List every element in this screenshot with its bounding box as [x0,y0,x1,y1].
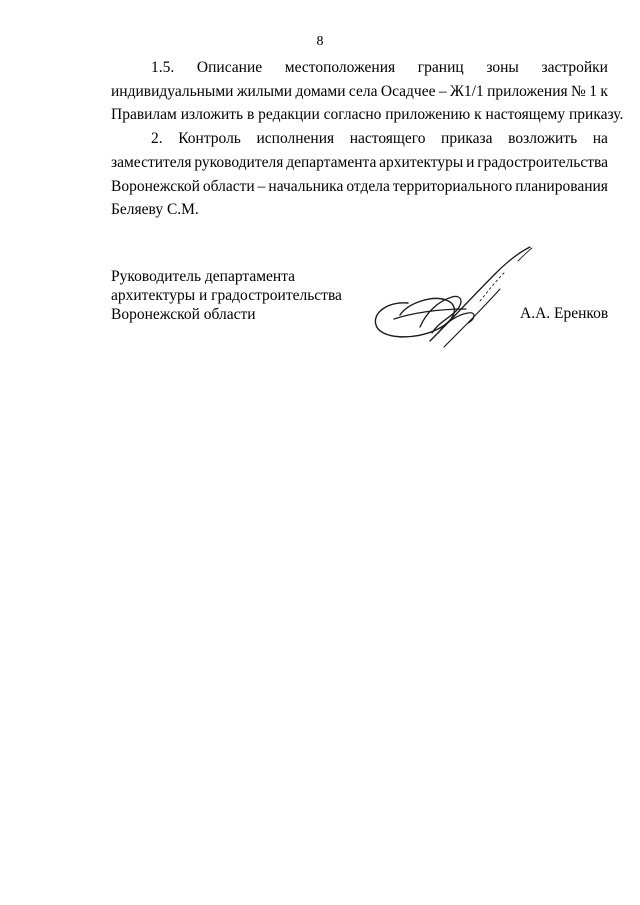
word: 1.5. [151,59,175,76]
word: № [571,83,586,100]
paragraph-2-line-1 [151,130,608,148]
page-number: 8 [316,34,324,49]
word: приложения [487,83,568,100]
paragraph-1-line-2 [111,83,608,101]
word: 2. [151,130,163,147]
word: домами [295,83,346,100]
word: местоположения [284,59,396,76]
word: заместителя [111,154,192,171]
word: исполнения [256,130,335,147]
word: Контроль [178,130,241,147]
word: Воронежской [111,178,200,195]
word: Ж1/1 [450,83,484,100]
word: Осадчее [380,83,436,100]
paragraph-2-line-3 [111,178,608,196]
word: департамента [286,154,377,171]
word: индивидуальными [111,83,234,100]
word: – [438,83,447,100]
signer-position-line: Воронежской области [111,306,256,323]
word: границ [417,59,464,76]
signer-name: А.А. Еренков [520,305,609,322]
signer-position [111,267,342,324]
word: к [600,83,608,100]
signer-position-line: Руководитель департамента [111,268,296,285]
word: зоны [486,59,519,76]
word: планирования [515,178,608,195]
word: архитектуры [379,154,464,171]
paragraph-2-line-2 [111,154,608,172]
word: начальника [268,178,344,195]
word: Описание [196,59,263,76]
word: 1 [589,83,597,100]
word: села [348,83,378,100]
word: отдела [346,178,390,195]
word: – [257,178,266,195]
word: настоящего [349,130,426,147]
word: жилыми [236,83,293,100]
handwritten-signature [368,243,538,353]
word: территориального [392,178,513,195]
word: возложить [508,130,578,147]
word: застройки [541,59,608,76]
word: и [466,154,475,171]
paragraph-1-line-1 [151,59,608,77]
word: руководителя [194,154,284,171]
word: градостроительства [477,154,608,171]
paragraph-2-line-4: Беляеву С.М. [111,201,199,218]
word: области [202,178,255,195]
paragraph-1-line-3: Правилам изложить в редакции согласно приложению к настоящему приказу. [111,106,624,123]
word: приказа [441,130,493,147]
word: на [592,130,608,147]
signer-position-line: архитектуры и градостроительства [111,287,342,304]
